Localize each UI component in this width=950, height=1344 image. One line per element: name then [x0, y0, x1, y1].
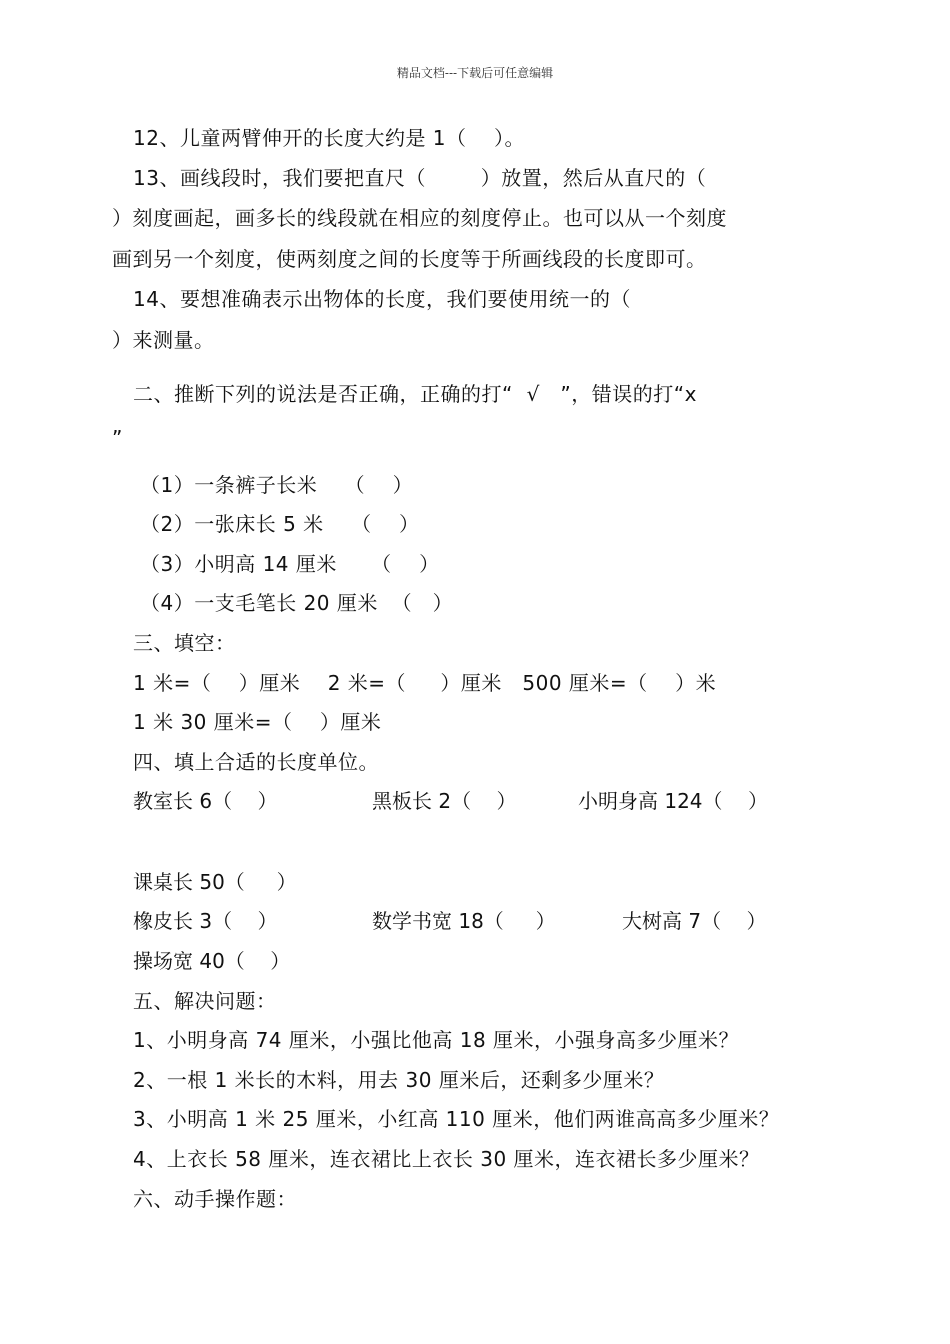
problem-item: 1、小明身高 74 厘米，小强比他高 18 厘米，小强身高多少厘米？ — [133, 1028, 740, 1052]
question-12: 12、儿童两臂伸开的长度大约是 1（ ）。 — [133, 126, 525, 150]
judge-item: （1）一条裤子长米 （ ） — [140, 473, 414, 497]
question-14-line-2: ）来测量。 — [112, 328, 215, 352]
judge-item: （3）小明高 14 厘米 （ ） — [140, 552, 440, 576]
problem-item: 3、小明高 1 米 25 厘米，小红高 110 厘米，他们两谁高高多少厘米？ — [133, 1107, 780, 1131]
unit-item: 操场宽 40（ ） — [133, 949, 291, 973]
section-5-heading: 五、解决问题： — [133, 989, 277, 1013]
unit-item: 橡皮长 3（ ） — [133, 909, 278, 933]
judge-item: （4）一支毛笔长 20 厘米 （ ） — [140, 591, 454, 615]
fill-line-2: 1 米 30 厘米=（ ）厘米 — [133, 710, 382, 734]
problem-item: 2、一根 1 米长的木料，用去 30 厘米后，还剩多少厘米？ — [133, 1068, 665, 1092]
section-2-heading-end: ” — [112, 426, 123, 450]
page-header: 精品文档---下载后可任意编辑 — [396, 66, 554, 80]
unit-item: 黑板长 2（ ） — [372, 789, 517, 813]
question-13-line-3: 画到另一个刻度，使两刻度之间的长度等于所画线段的长度即可。 — [112, 247, 707, 271]
unit-item: 教室长 6（ ） — [133, 789, 278, 813]
unit-item: 小明身高 124（ ） — [578, 789, 768, 813]
section-4-heading: 四、填上合适的长度单位。 — [133, 750, 379, 774]
unit-item: 数学书宽 18（ ） — [372, 909, 556, 933]
section-3-heading: 三、填空： — [133, 631, 236, 655]
unit-item: 课桌长 50（ ） — [133, 870, 297, 894]
section-2-heading: 二、推断下列的说法是否正确，正确的打“ √ ”，错误的打“x — [133, 382, 697, 406]
question-14-line-1: 14、要想准确表示出物体的长度，我们要使用统一的（ — [133, 287, 631, 311]
section-6-heading: 六、动手操作题： — [133, 1187, 297, 1211]
problem-item: 4、上衣长 58 厘米，连衣裙比上衣长 30 厘米，连衣裙长多少厘米？ — [133, 1147, 760, 1171]
question-13-line-2: ）刻度画起，画多长的线段就在相应的刻度停止。也可以从一个刻度 — [112, 206, 727, 230]
question-13-line-1: 13、画线段时，我们要把直尺（ ）放置，然后从直尺的（ — [133, 166, 707, 190]
judge-item: （2）一张床长 5 米 （ ） — [140, 512, 420, 536]
unit-item: 大树高 7（ ） — [622, 909, 767, 933]
fill-line-1: 1 米=（ ）厘米 2 米=（ ）厘米 500 厘米=（ ）米 — [133, 671, 717, 695]
